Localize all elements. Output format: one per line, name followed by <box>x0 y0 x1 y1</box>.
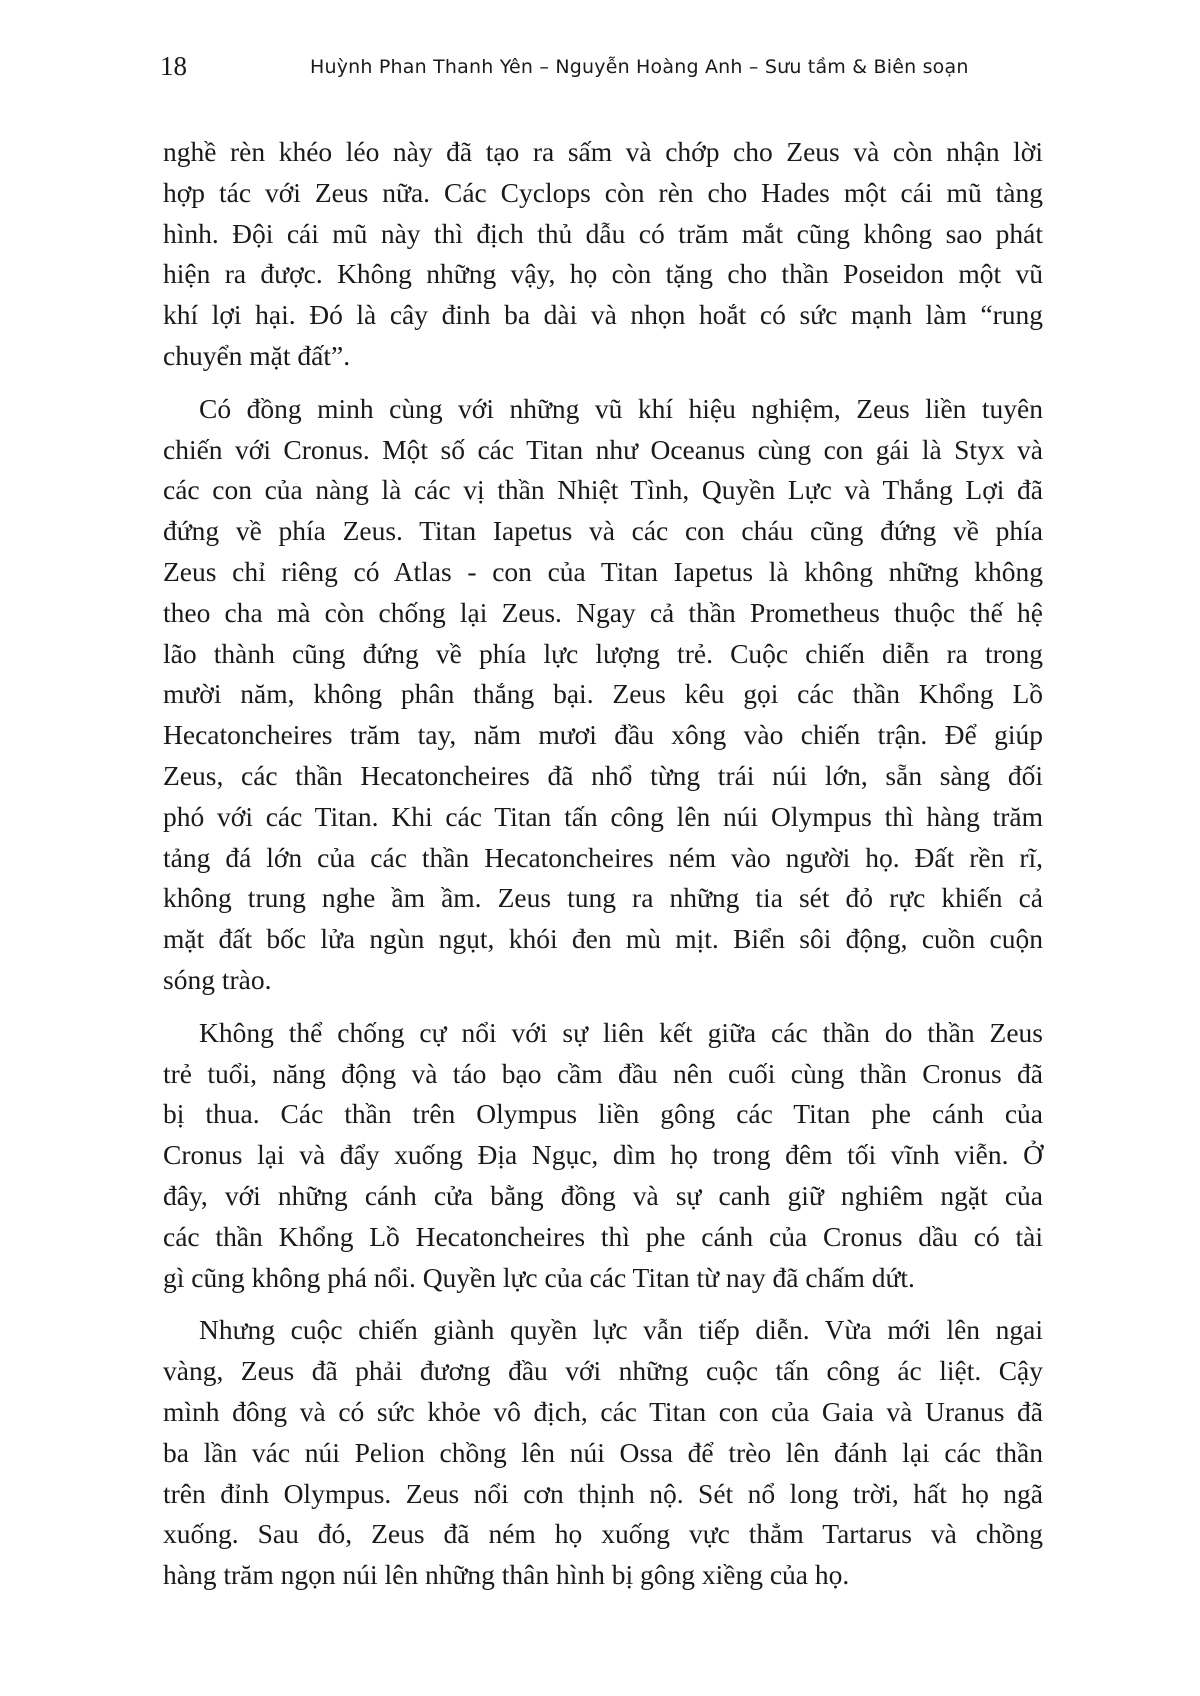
text-line: Không thể chống cự nổi với sự liên kết giữa các thần do thần Zeus <box>199 1016 1043 1048</box>
text-line: sóng trào. <box>163 963 272 995</box>
text-line: Zeus chỉ riêng có Atlas - con của Titan Iapetus là không những không <box>163 555 1043 587</box>
text-line: phó với các Titan. Khi các Titan tấn công lên núi Olympus thì hàng trăm <box>163 800 1043 832</box>
text-line: Cronus lại và đẩy xuống Địa Ngục, dìm họ trong đêm tối vĩnh viễn. Ở <box>163 1139 1043 1171</box>
text-line: theo cha mà còn chống lại Zeus. Ngay cả thần Prometheus thuộc thế hệ <box>163 596 1043 628</box>
text-line: các con của nàng là các vị thần Nhiệt Tình, Quyền Lực và Thắng Lợi đã <box>163 474 1043 506</box>
text-line: mình đông và có sức khỏe vô địch, các Titan con của Gaia và Uranus đã <box>163 1395 1043 1427</box>
text-line: hình. Đội cái mũ này thì địch thủ dẫu có trăm mắt cũng không sao phát <box>163 217 1043 249</box>
text-line: hiện ra được. Không những vậy, họ còn tặng cho thần Poseidon một vũ <box>163 258 1043 290</box>
text-line: mười năm, không phân thắng bại. Zeus kêu gọi các thần Khổng Lồ <box>163 678 1043 710</box>
text-line: Nhưng cuộc chiến giành quyền lực vẫn tiếp diễn. Vừa mới lên ngai <box>199 1314 1043 1346</box>
text-line: đứng về phía Zeus. Titan Iapetus và các con cháu cũng đứng về phía <box>163 515 1043 547</box>
text-line: Hecatoncheires trăm tay, năm mươi đầu xông vào chiến trận. Để giúp <box>163 719 1043 751</box>
text-line: hàng trăm ngọn núi lên những thân hình bị gông xiềng của họ. <box>163 1559 850 1591</box>
text-line: hợp tác với Zeus nữa. Các Cyclops còn rèn cho Hades một cái mũ tàng <box>163 176 1043 208</box>
text-line: mặt đất bốc lửa ngùn ngụt, khói đen mù mịt. Biển sôi động, cuồn cuộn <box>163 923 1043 955</box>
text-line: khí lợi hại. Đó là cây đinh ba dài và nhọn hoắt có sức mạnh làm “rung <box>163 299 1043 331</box>
text-line: nghề rèn khéo léo này đã tạo ra sấm và chớp cho Zeus và còn nhận lời <box>163 136 1043 167</box>
paragraph <box>163 1013 1043 1299</box>
paragraph <box>163 1310 1043 1596</box>
text-line: trên đỉnh Olympus. Zeus nổi cơn thịnh nộ. Sét nổ long trời, hất họ ngã <box>163 1477 1043 1509</box>
text-line: bị thua. Các thần trên Olympus liền gông các Titan phe cánh của <box>163 1098 1043 1130</box>
text-line: lão thành cũng đứng về phía lực lượng trẻ. Cuộc chiến diễn ra trong <box>163 637 1043 669</box>
text-line: chiến với Cronus. Một số các Titan như Oceanus cùng con gái là Styx và <box>163 433 1043 465</box>
paragraph <box>163 132 1043 377</box>
page-number: 18 <box>160 51 187 81</box>
text-line: đây, với những cánh cửa bằng đồng và sự canh giữ nghiêm ngặt của <box>163 1179 1043 1211</box>
text-line: tảng đá lớn của các thần Hecatoncheires ném vào người họ. Đất rền rĩ, <box>163 841 1043 873</box>
text-line: không trung nghe ầm ầm. Zeus tung ra những tia sét đỏ rực khiến cả <box>163 882 1043 914</box>
running-head: Huỳnh Phan Thanh Yên – Nguyễn Hoàng Anh – Sưu tầm & Biên soạn <box>310 56 969 78</box>
text-line: xuống. Sau đó, Zeus đã ném họ xuống vực thẳm Tartarus và chồng <box>163 1518 1043 1550</box>
text-line: Có đồng minh cùng với những vũ khí hiệu nghiệm, Zeus liền tuyên <box>199 392 1043 424</box>
text-line: chuyển mặt đất”. <box>163 339 351 371</box>
text-line: gì cũng không phá nổi. Quyền lực của các Titan từ nay đã chấm dứt. <box>163 1261 915 1293</box>
text-line: Zeus, các thần Hecatoncheires đã nhổ từng trái núi lớn, sẵn sàng đối <box>163 759 1043 791</box>
text-line: các thần Khổng Lồ Hecatoncheires thì phe cánh của Cronus dầu có tài <box>163 1220 1043 1252</box>
text-line: vàng, Zeus đã phải đương đầu với những cuộc tấn công ác liệt. Cậy <box>163 1355 1043 1387</box>
text-line: trẻ tuổi, năng động và táo bạo cầm đầu nên cuối cùng thần Cronus đã <box>163 1057 1043 1089</box>
page-header <box>160 50 1040 90</box>
body-text <box>163 132 1043 1596</box>
paragraph <box>163 389 1043 1001</box>
text-line: ba lần vác núi Pelion chồng lên núi Ossa để trèo lên đánh lại các thần <box>163 1436 1043 1468</box>
